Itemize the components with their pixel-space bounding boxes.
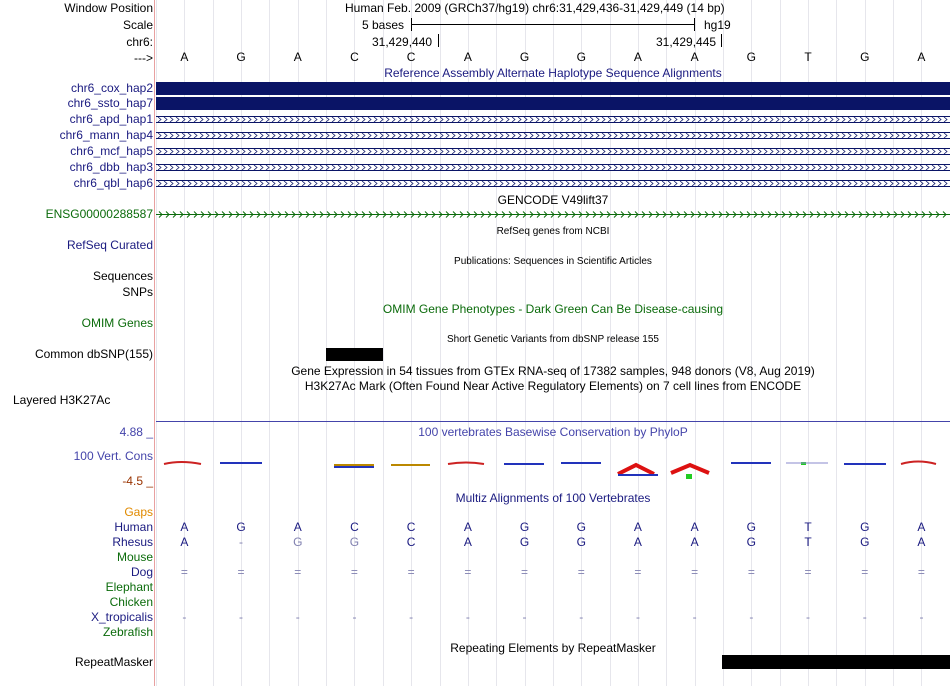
publications-title: Publications: Sequences in Scientific Articles xyxy=(454,256,652,267)
multiz-base: A xyxy=(690,520,699,534)
multiz-base: = xyxy=(180,565,188,579)
conservation-top-line xyxy=(156,421,950,422)
multiz-base: - xyxy=(239,535,244,549)
repeatmasker-title: Repeating Elements by RepeatMasker xyxy=(450,641,656,655)
reference-base: A xyxy=(917,50,926,64)
multiz-base: A xyxy=(917,520,926,534)
multiz-base: = xyxy=(804,565,812,579)
multiz-base: G xyxy=(349,535,360,549)
multiz-base: C xyxy=(406,535,416,549)
reference-base: A xyxy=(690,50,699,64)
omim-title: OMIM Gene Phenotypes - Dark Green Can Be Disease-causing xyxy=(382,302,724,316)
multiz-base: G xyxy=(576,520,586,534)
coord-1: 31,429,440 xyxy=(372,35,433,49)
multiz-base: G xyxy=(293,535,303,549)
reference-base: A xyxy=(633,50,642,64)
multiz-base: - xyxy=(919,610,924,624)
multiz-base: A xyxy=(180,520,189,534)
conservation-max: 4.88 _ xyxy=(119,425,153,439)
reference-base: C xyxy=(406,50,416,64)
multiz-base: G xyxy=(519,520,530,534)
multiz-base: G xyxy=(746,520,757,534)
multiz-base: - xyxy=(862,610,867,624)
multiz-base: = xyxy=(237,565,245,579)
multiz-base: C xyxy=(350,520,359,534)
multiz-base: - xyxy=(409,610,414,624)
gaps-label: Gaps xyxy=(124,505,153,519)
multiz-base: - xyxy=(522,610,527,624)
multiz-base: = xyxy=(350,565,358,579)
label-divider xyxy=(154,0,155,686)
scale-bar xyxy=(411,18,695,32)
dbsnp-label[interactable]: Common dbSNP(155) xyxy=(34,347,153,361)
haplotype-label[interactable]: chr6_qbl_hap6 xyxy=(73,176,153,190)
coord-2-tick xyxy=(721,34,722,47)
assembly-title[interactable]: Human Feb. 2009 (GRCh37/hg19) chr6:31,429,436-31,429,449 (14 bp) xyxy=(345,1,725,15)
reference-base: G xyxy=(746,50,757,64)
coord-2: 31,429,445 xyxy=(656,35,717,49)
haplotype-label[interactable]: chr6_ssto_hap7 xyxy=(67,96,153,110)
multiz-base: G xyxy=(519,535,530,549)
multiz-base: A xyxy=(917,535,926,549)
haplotype-alignment-block[interactable] xyxy=(156,82,950,95)
multiz-base: = xyxy=(917,565,925,579)
multiz-base: A xyxy=(293,520,302,534)
sequences-label[interactable]: Sequences xyxy=(92,269,153,283)
alt-haplotype-title: Reference Assembly Alternate Haplotype Sequence Alignments xyxy=(384,66,722,80)
conservation-title: 100 vertebrates Basewise Conservation by PhyloP xyxy=(418,425,688,439)
multiz-base: = xyxy=(464,565,472,579)
reference-base: A xyxy=(180,50,189,64)
scale-label: Scale xyxy=(122,18,153,32)
haplotype-label[interactable]: chr6_cox_hap2 xyxy=(70,81,153,95)
haplotype-alignment-block[interactable] xyxy=(156,97,950,110)
repeatmasker-label[interactable]: RepeatMasker xyxy=(74,655,153,669)
haplotype-label[interactable]: chr6_apd_hap1 xyxy=(69,112,153,126)
multiz-base: G xyxy=(860,520,870,534)
multiz-base: G xyxy=(236,520,246,534)
multiz-base: A xyxy=(633,520,642,534)
reference-base: A xyxy=(293,50,302,64)
gencode-gene-label[interactable]: ENSG00000288587 xyxy=(45,207,153,221)
multiz-species-label[interactable]: Dog xyxy=(130,565,153,579)
multiz-base: T xyxy=(804,520,812,534)
multiz-species-label[interactable]: Elephant xyxy=(105,580,153,594)
gencode-title: GENCODE V49lift37 xyxy=(497,193,609,207)
multiz-base: C xyxy=(406,520,416,534)
haplotype-label[interactable]: chr6_mann_hap4 xyxy=(59,128,153,142)
haplotype-alignment-line[interactable] xyxy=(156,180,950,187)
multiz-base: - xyxy=(749,610,754,624)
multiz-base: = xyxy=(577,565,585,579)
multiz-base: A xyxy=(463,535,472,549)
conservation-plot[interactable] xyxy=(156,455,950,485)
dbsnp-title: Short Genetic Variants from dbSNP release 155 xyxy=(447,334,659,345)
multiz-base: = xyxy=(407,565,415,579)
haplotype-alignment-line[interactable] xyxy=(156,148,950,155)
refseq-title: RefSeq genes from NCBI xyxy=(496,226,610,237)
multiz-base: A xyxy=(180,535,189,549)
haplotype-alignment-line[interactable] xyxy=(156,164,950,171)
multiz-base: A xyxy=(690,535,699,549)
scale-text: 5 bases xyxy=(362,18,405,32)
multiz-base: = xyxy=(521,565,529,579)
haplotype-label[interactable]: chr6_mcf_hap5 xyxy=(70,144,153,158)
scale-db: hg19 xyxy=(704,18,731,32)
multiz-base: - xyxy=(635,610,640,624)
dbsnp-variant-feature[interactable] xyxy=(326,348,383,361)
multiz-base: = xyxy=(294,565,302,579)
reference-base: G xyxy=(519,50,530,64)
haplotype-label[interactable]: chr6_dbb_hap3 xyxy=(69,160,153,174)
strand-arrow-label: ---> xyxy=(134,51,153,65)
chrom-label: chr6: xyxy=(126,35,153,49)
reference-base: A xyxy=(463,50,472,64)
reference-base: G xyxy=(860,50,870,64)
multiz-base: A xyxy=(633,535,642,549)
multiz-species-label[interactable]: Human xyxy=(114,520,153,534)
h3k27ac-label[interactable]: Layered H3K27Ac xyxy=(13,393,111,407)
reference-base: G xyxy=(236,50,246,64)
h3k27ac-title: H3K27Ac Mark (Often Found Near Active Regulatory Elements) on 7 cell lines from ENCODE xyxy=(304,379,802,393)
multiz-base: = xyxy=(747,565,755,579)
gencode-gene-feature[interactable] xyxy=(156,210,950,219)
multiz-base: - xyxy=(806,610,811,624)
multiz-base: - xyxy=(579,610,584,624)
snps-label[interactable]: SNPs xyxy=(122,285,153,299)
haplotype-alignment-line[interactable] xyxy=(156,116,950,123)
reference-base: T xyxy=(804,50,812,64)
repeatmasker-feature[interactable] xyxy=(722,655,950,669)
window-position-label: Window Position xyxy=(64,1,153,15)
refseq-label[interactable]: RefSeq Curated xyxy=(66,238,153,252)
multiz-base: - xyxy=(692,610,697,624)
multiz-base: T xyxy=(804,535,812,549)
multiz-base: = xyxy=(861,565,869,579)
haplotype-alignment-line[interactable] xyxy=(156,132,950,139)
multiz-base: A xyxy=(463,520,472,534)
multiz-base: - xyxy=(239,610,244,624)
conservation-min: -4.5 _ xyxy=(122,474,153,488)
multiz-title: Multiz Alignments of 100 Vertebrates xyxy=(455,491,651,505)
multiz-base: G xyxy=(576,535,586,549)
reference-base: C xyxy=(350,50,359,64)
coord-1-tick xyxy=(438,34,439,47)
multiz-species-label[interactable]: Zebrafish xyxy=(102,625,153,639)
multiz-base: = xyxy=(634,565,642,579)
multiz-species-label[interactable]: X_tropicalis xyxy=(90,610,153,624)
omim-label[interactable]: OMIM Genes xyxy=(81,316,153,330)
multiz-base: - xyxy=(352,610,357,624)
conservation-label[interactable]: 100 Vert. Cons xyxy=(73,449,153,463)
multiz-base: = xyxy=(691,565,699,579)
multiz-base: G xyxy=(746,535,757,549)
multiz-species-label[interactable]: Rhesus xyxy=(112,535,153,549)
multiz-base: - xyxy=(295,610,300,624)
multiz-species-label[interactable]: Mouse xyxy=(116,550,153,564)
reference-base: G xyxy=(576,50,586,64)
multiz-base: - xyxy=(182,610,187,624)
multiz-base: G xyxy=(860,535,870,549)
multiz-base: - xyxy=(465,610,470,624)
multiz-species-label[interactable]: Chicken xyxy=(109,595,153,609)
gtex-title: Gene Expression in 54 tissues from GTEx RNA-seq of 17382 samples, 948 donors (V8, Aug 2019) xyxy=(291,364,815,378)
